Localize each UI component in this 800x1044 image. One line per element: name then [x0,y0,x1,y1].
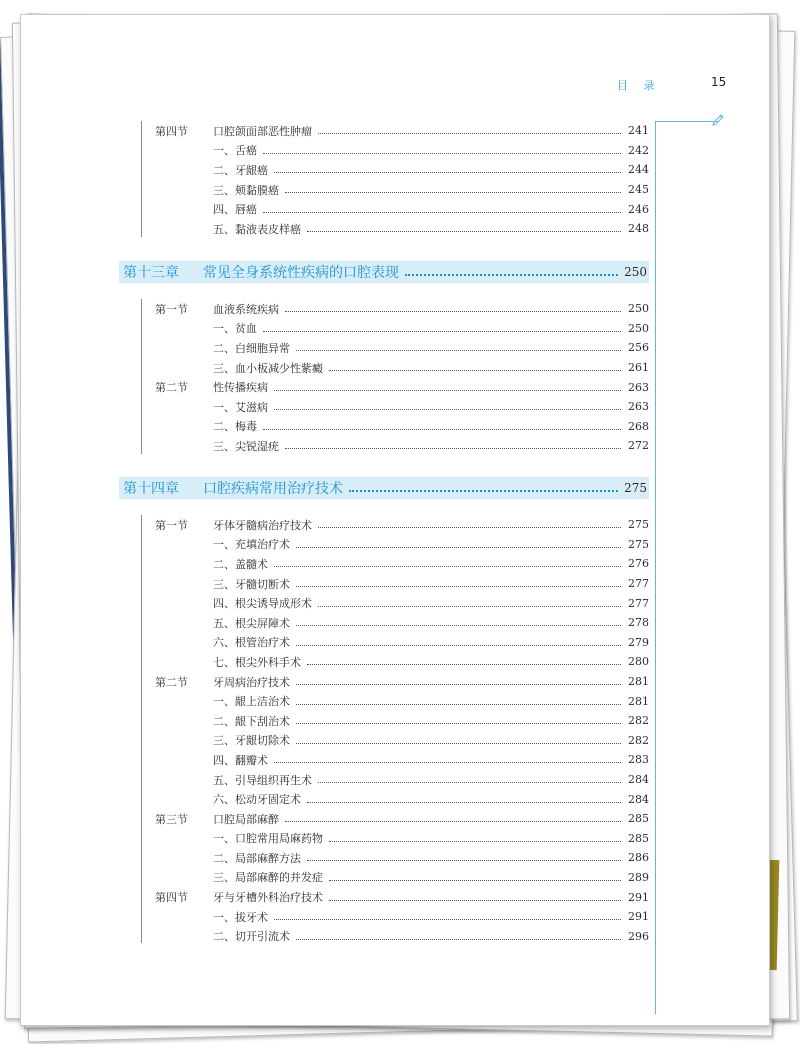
entry-page: 286 [628,851,649,865]
toc-subsection-entry[interactable] [143,633,649,653]
entry-page: 272 [628,439,649,453]
chapter-page: 250 [624,265,647,279]
toc-subsection-entry[interactable] [143,711,649,731]
entry-page: 289 [628,870,649,884]
dot-leader [405,274,618,276]
entry-page: 242 [628,143,649,157]
toc-subsection-entry[interactable] [143,160,649,180]
entry-page: 277 [628,596,649,610]
dot-leader [285,311,621,312]
entry-page: 282 [628,733,649,747]
section-rule [141,515,142,943]
entry-title: 二、局部麻醉方法 [213,851,301,865]
toc-subsection-entry[interactable] [143,789,649,809]
dot-leader [329,880,621,881]
entry-page: 246 [628,202,649,216]
right-margin-hook [655,121,719,122]
entry-title: 二、盖髓术 [213,557,268,571]
pen-icon [711,113,725,127]
dot-leader [285,821,621,822]
entry-title: 四、根尖诱导成形术 [213,597,312,611]
entry-title: 二、白细胞异常 [213,341,290,355]
dot-leader [296,625,621,626]
right-margin-rule [655,122,656,1014]
toc-subsection-entry[interactable] [143,319,649,339]
section-rule [141,299,142,454]
entry-title: 三、牙龈切除术 [213,734,290,748]
chapter-number: 第十三章 [123,265,179,281]
dot-leader [263,429,621,430]
entry-page: 248 [628,222,649,236]
toc-subsection-entry[interactable] [143,574,649,594]
entry-title: 三、血小板减少性紫癜 [213,361,323,375]
entry-title: 一、龈上洁治术 [213,695,290,709]
dot-leader [285,448,621,449]
entry-page: 278 [628,616,649,630]
toc-page [20,14,770,1026]
entry-page: 285 [628,812,649,826]
section-label: 第三节 [155,812,188,826]
toc-subsection-entry[interactable] [143,397,649,417]
toc-subsection-entry[interactable] [143,199,649,219]
entry-title: 六、根管治疗术 [213,636,290,650]
dot-leader [263,153,621,154]
entry-title: 三、尖锐湿疣 [213,439,279,453]
dot-leader [263,212,621,213]
dot-leader [307,664,621,665]
chapter-title: 常见全身系统性疾病的口腔表现 [203,265,399,281]
entry-title: 一、口腔常用局麻药物 [213,832,323,846]
section-label: 第一节 [155,518,188,532]
dot-leader [296,723,621,724]
toc-subsection-entry[interactable] [143,417,649,437]
entry-page: 250 [628,302,649,316]
dot-leader [307,860,621,861]
entry-page: 277 [628,577,649,591]
chapter-page: 275 [624,481,647,495]
dot-leader [274,390,621,391]
running-head: 目 录 [617,79,661,92]
toc-section-entry[interactable] [143,809,649,829]
dot-leader [263,331,621,332]
toc-section-entry[interactable] [143,887,649,907]
entry-page: 263 [628,400,649,414]
dot-leader [296,684,621,685]
chapter-heading[interactable] [119,261,649,283]
entry-title: 性传播疾病 [213,381,268,395]
dot-leader [296,743,621,744]
entry-title: 牙周病治疗技术 [213,675,290,689]
toc-subsection-entry[interactable] [143,219,649,239]
entry-title: 牙与牙槽外科治疗技术 [213,891,323,905]
entry-title: 五、黏液表皮样癌 [213,222,301,236]
entry-title: 四、翻瓣术 [213,753,268,767]
entry-page: 284 [628,773,649,787]
entry-title: 六、松动牙固定术 [213,793,301,807]
dot-leader [307,231,621,232]
dot-leader [274,172,621,173]
entry-page: 256 [628,341,649,355]
toc-block [143,515,649,946]
toc-subsection-entry[interactable] [143,554,649,574]
entry-title: 二、切开引流术 [213,930,290,944]
entry-title: 牙体牙髓病治疗技术 [213,518,312,532]
dot-leader [296,939,621,940]
entry-title: 血液系统疾病 [213,302,279,316]
toc-subsection-entry[interactable] [143,652,649,672]
dot-leader [318,782,621,783]
chapter-title: 口腔疾病常用治疗技术 [203,481,343,497]
entry-page: 241 [628,124,649,138]
entry-page: 279 [628,635,649,649]
entry-title: 一、艾滋病 [213,400,268,414]
chapter-number: 第十四章 [123,481,179,497]
toc-subsection-entry[interactable] [143,141,649,161]
dot-leader [296,547,621,548]
entry-title: 一、舌癌 [213,144,257,158]
toc-section-entry[interactable] [143,377,649,397]
entry-page: 261 [628,361,649,375]
section-label: 第二节 [155,675,188,689]
toc-subsection-entry[interactable] [143,691,649,711]
toc-subsection-entry[interactable] [143,868,649,888]
toc-subsection-entry[interactable] [143,338,649,358]
entry-title: 三、颊黏膜癌 [213,183,279,197]
toc-section-entry[interactable] [143,121,649,141]
section-label: 第二节 [155,381,188,395]
entry-title: 一、贫血 [213,322,257,336]
entry-page: 280 [628,655,649,669]
entry-page: 250 [628,321,649,335]
entry-title: 二、梅毒 [213,420,257,434]
entry-title: 四、唇癌 [213,203,257,217]
dot-leader [274,409,621,410]
dot-leader [296,350,621,351]
entry-page: 282 [628,714,649,728]
chapter-heading[interactable] [119,477,649,499]
entry-page: 281 [628,675,649,689]
entry-title: 二、龈下刮治术 [213,714,290,728]
entry-title: 一、拔牙术 [213,910,268,924]
dot-leader [274,919,621,920]
section-label: 第四节 [155,124,188,138]
entry-page: 296 [628,929,649,943]
dot-leader [349,490,618,492]
toc-subsection-entry[interactable] [143,907,649,927]
toc-subsection-entry[interactable] [143,770,649,790]
page-number: 15 [711,75,727,89]
entry-page: 244 [628,163,649,177]
entry-title: 三、局部麻醉的并发症 [213,871,323,885]
section-label: 第一节 [155,302,188,316]
entry-title: 五、引导组织再生术 [213,773,312,787]
toc-section-entry[interactable] [143,515,649,535]
toc-block [143,299,649,456]
entry-page: 284 [628,792,649,806]
dot-leader [329,370,621,371]
dot-leader [274,566,621,567]
dot-leader [318,527,621,528]
toc-subsection-entry[interactable] [143,731,649,751]
toc-subsection-entry[interactable] [143,829,649,849]
entry-title: 三、牙髓切断术 [213,577,290,591]
toc-subsection-entry[interactable] [143,848,649,868]
dot-leader [307,802,621,803]
dot-leader [285,192,621,193]
entry-title: 五、根尖屏障术 [213,616,290,630]
toc-subsection-entry[interactable] [143,926,649,946]
entry-page: 275 [628,518,649,532]
entry-title: 七、根尖外科手术 [213,655,301,669]
toc-subsection-entry[interactable] [143,180,649,200]
dot-leader [318,606,621,607]
dot-leader [329,841,621,842]
entry-page: 291 [628,910,649,924]
dot-leader [296,586,621,587]
toc-subsection-entry[interactable] [143,358,649,378]
entry-page: 285 [628,831,649,845]
toc-subsection-entry[interactable] [143,750,649,770]
dot-leader [329,900,621,901]
entry-page: 275 [628,537,649,551]
entry-page: 268 [628,419,649,433]
toc-section-entry[interactable] [143,299,649,319]
dot-leader [274,762,621,763]
entry-title: 一、充填治疗术 [213,538,290,552]
toc-subsection-entry[interactable] [143,613,649,633]
toc-subsection-entry[interactable] [143,535,649,555]
entry-title: 口腔局部麻醉 [213,812,279,826]
entry-page: 276 [628,557,649,571]
dot-leader [296,704,621,705]
entry-page: 263 [628,380,649,394]
toc-subsection-entry[interactable] [143,593,649,613]
entry-page: 281 [628,694,649,708]
toc-subsection-entry[interactable] [143,436,649,456]
toc-section-entry[interactable] [143,672,649,692]
dot-leader [318,133,621,134]
toc-block [143,121,649,239]
entry-title: 口腔颌面部恶性肿瘤 [213,124,312,138]
dot-leader [296,645,621,646]
section-label: 第四节 [155,891,188,905]
entry-title: 二、牙龈癌 [213,163,268,177]
entry-page: 245 [628,183,649,197]
section-rule [141,121,142,237]
entry-page: 283 [628,753,649,767]
entry-page: 291 [628,890,649,904]
